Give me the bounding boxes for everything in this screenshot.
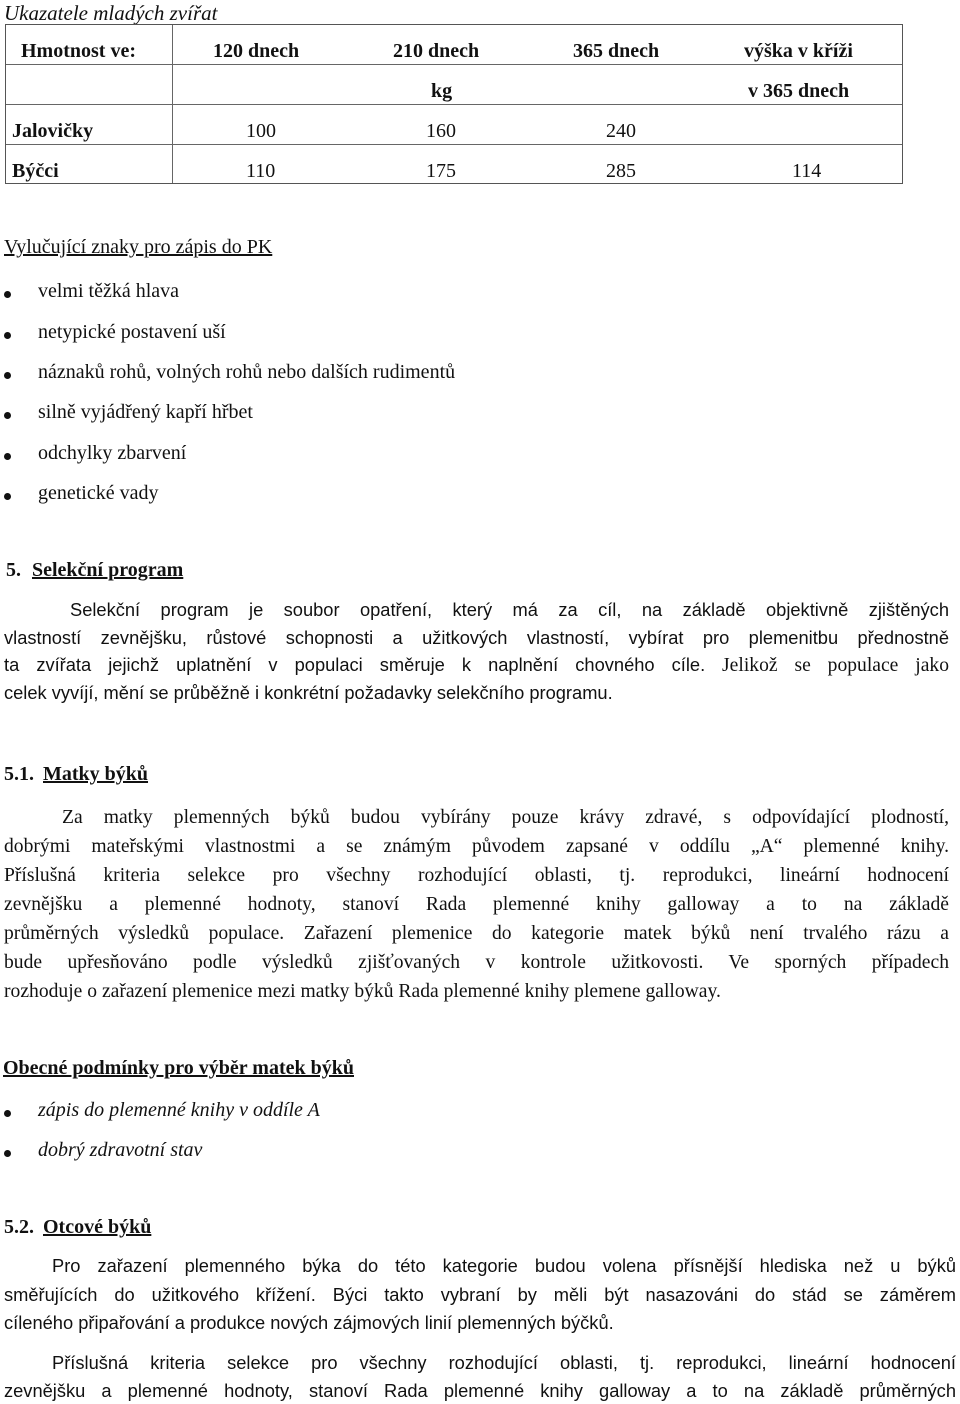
- section-5-1-paragraph: [4, 803, 949, 1006]
- bullet-icon: [4, 372, 11, 379]
- text-line: průměrných výsledků populace. Zařazení plemenice do kategorie matek býků není trvalého rázu a: [4, 923, 949, 944]
- section-title: Selekční program: [32, 559, 184, 581]
- text-line: dobrými mateřskými vlastnostmi a se známým původem zapsané v oddílu „A“ plemenné knihy.: [4, 836, 949, 857]
- bullet-icon: [4, 291, 11, 298]
- exclusion-heading: Vylučující znaky pro zápis do PK: [4, 236, 273, 258]
- section-5-2-heading: [4, 1216, 151, 1239]
- table-cell: 110: [246, 160, 276, 182]
- table-cell: 100: [246, 120, 276, 142]
- text-line: zevnějšku a plemenné hodnoty, stanoví Rada plemenné knihy galloway a to na základě: [4, 894, 949, 915]
- section-5-2-paragraph: [4, 1252, 956, 1338]
- bullet-icon: [4, 1150, 11, 1157]
- section-number: 5.: [6, 559, 21, 581]
- text-line: celek vyvíjí, mění se průběžně i konkrétní požadavky selekčního programu.: [4, 681, 613, 703]
- text-line: bude upřesňováno podle výsledků zjišťovaných v kontrole užitkovosti. Ve sporných případech: [4, 952, 949, 973]
- table-cell: 285: [606, 160, 636, 182]
- table-cell: 114: [792, 160, 822, 182]
- section-title: Matky býků: [43, 763, 149, 785]
- section-5-paragraph: [4, 596, 949, 706]
- document-title: Ukazatele mladých zvířat: [4, 1, 218, 25]
- table-cell: 240: [606, 120, 636, 142]
- table-header-cell: 210 dnech: [393, 40, 480, 62]
- table-divider: [6, 104, 902, 105]
- table-divider: [6, 144, 902, 145]
- text-line: Příslušná kriteria selekce pro všechny rozhodující oblasti, tj. reprodukci, lineární hodnocení: [52, 1352, 956, 1373]
- bullet-icon: [4, 453, 11, 460]
- table-unit-cell: v 365 dnech: [748, 80, 850, 102]
- section-number: 5.1.: [4, 763, 34, 785]
- text-line: Pro zařazení plemenného býka do této kategorie budou volena přísnější hlediska než u býků: [52, 1255, 956, 1276]
- table-header-cell: 365 dnech: [573, 40, 660, 62]
- text-line: Příslušná kriteria selekce pro všechny rozhodující oblasti, tj. reprodukci, lineární hodnocení: [4, 865, 949, 886]
- section-5-heading: [6, 559, 183, 582]
- table-cell: 160: [426, 120, 456, 142]
- table-cell: 175: [426, 160, 456, 182]
- text-line: Jelikož se populace jako: [705, 655, 949, 676]
- conditions-heading: Obecné podmínky pro výběr matek býků: [3, 1057, 354, 1079]
- text-line: rozhoduje o zařazení plemenice mezi matky býků Rada plemenné knihy plemene galloway.: [4, 981, 721, 1002]
- table-row-label: Jalovičky: [12, 120, 94, 142]
- table-row-label: Býčci: [12, 160, 59, 182]
- text-line: ta zvířata jejichž uplatnění v populaci směruje k naplnění chovného cíle.: [4, 654, 706, 675]
- table-header-cell: výška v kříži: [744, 40, 853, 62]
- section-5-1-heading: [4, 763, 148, 786]
- growth-table: [5, 24, 903, 184]
- bullet-icon: [4, 412, 11, 419]
- section-5-2-paragraph-2: [4, 1349, 956, 1404]
- section-title: Otcové býků: [43, 1216, 152, 1238]
- text-line: vlastností zevnějšku, růstové schopnosti a užitkových vlastností, vybírat pro plemenitbu přednostně: [4, 626, 949, 648]
- table-divider: [6, 64, 902, 65]
- table-header-cell: 120 dnech: [213, 40, 300, 62]
- bullet-icon: [4, 332, 11, 339]
- text-line: směřujících do užitkového křížení. Býci takto vybraní by měli být nasazováni do stád se záměrem: [4, 1283, 956, 1305]
- text-line: zevnějšku a plemenné hodnoty, stanoví Rada plemenné knihy galloway a to na základě průměrných: [4, 1379, 956, 1401]
- text-line: Selekční program je soubor opatření, který má za cíl, na základě objektivně zjištěných: [70, 599, 949, 620]
- table-header-cell: Hmotnost ve:: [21, 40, 136, 62]
- table-unit-cell: kg: [431, 80, 453, 102]
- bullet-icon: [4, 493, 11, 500]
- text-line: Za matky plemenných býků budou vybírány pouze krávy zdravé, s odpovídající plodností,: [62, 807, 949, 828]
- section-number: 5.2.: [4, 1216, 34, 1238]
- text-line: cíleného připařování a produkce nových zájmových linií plemenných býčků.: [4, 1312, 614, 1333]
- table-divider: [172, 25, 173, 183]
- bullet-icon: [4, 1110, 11, 1117]
